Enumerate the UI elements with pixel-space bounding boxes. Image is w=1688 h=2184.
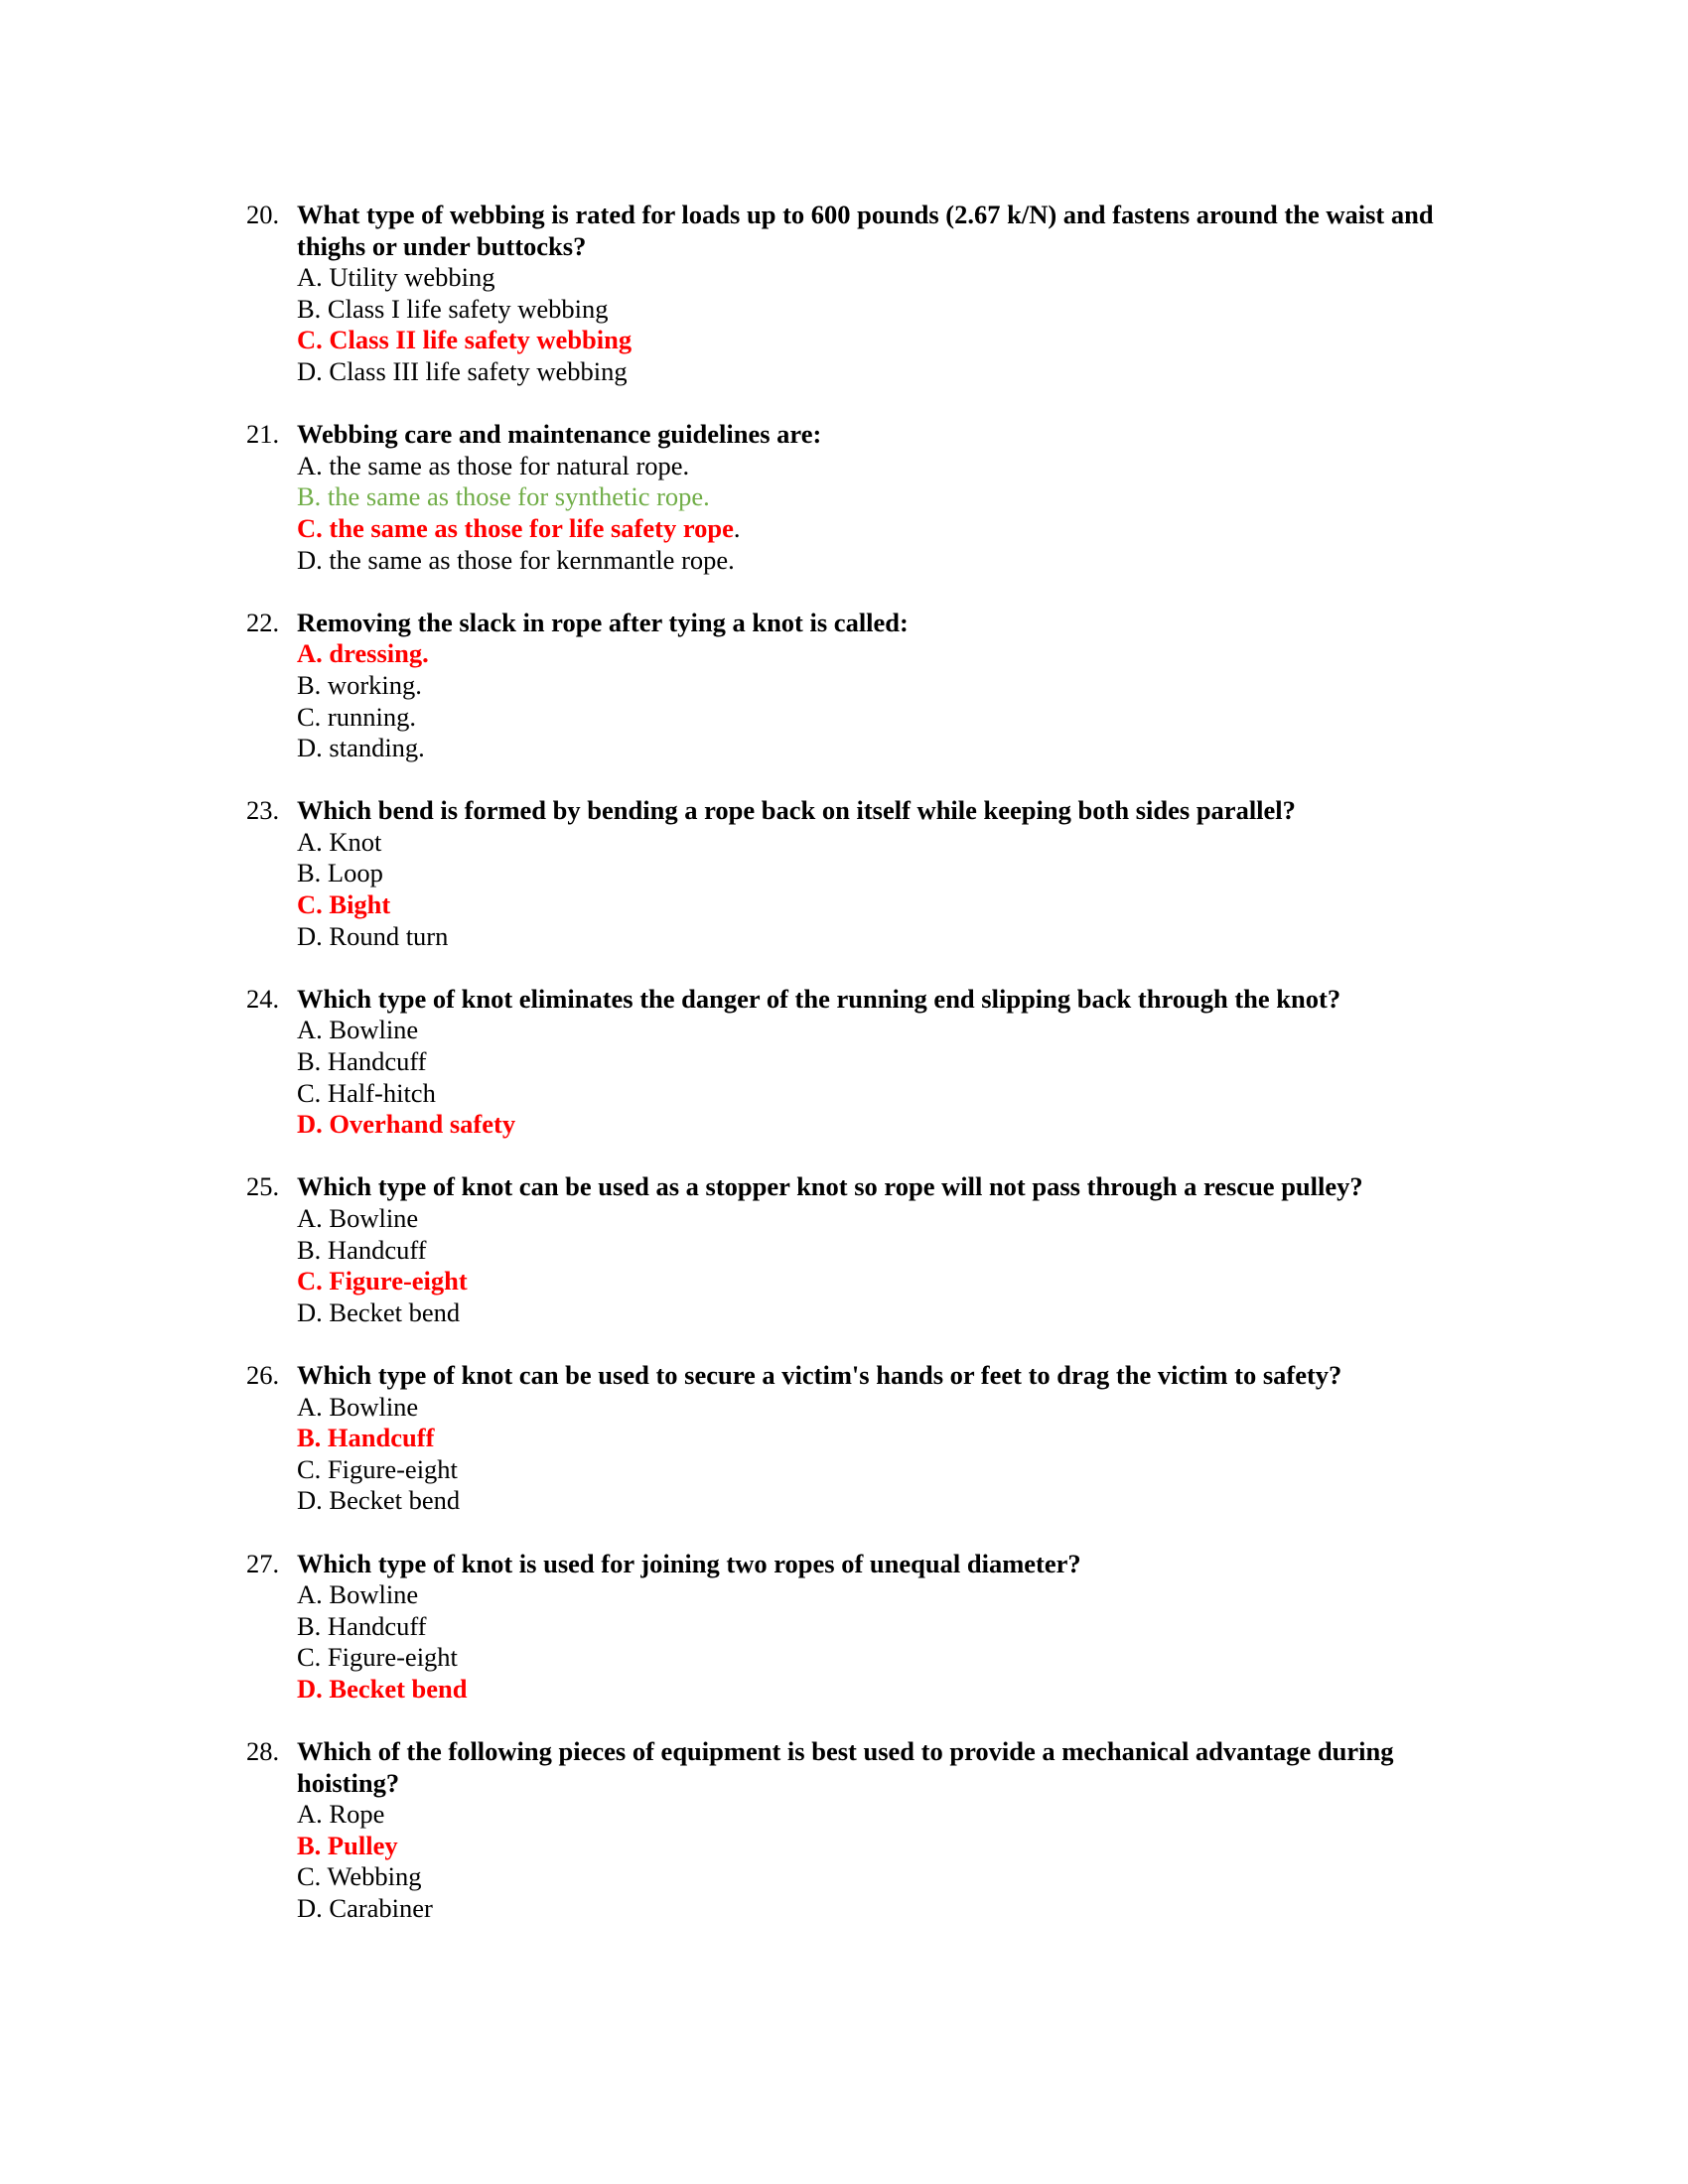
option-c: C. Figure-eight [297, 1453, 458, 1484]
question-number: 24. [246, 983, 280, 1014]
question-27 [246, 1549, 1438, 1706]
option-b-correct: B. Handcuff [297, 1423, 435, 1453]
question-number: 28. [246, 1736, 280, 1767]
option-a: A. Rope [297, 1799, 385, 1830]
question-text: Which type of knot can be used to secure a victim's hands or feet to drag the victim to safety? [297, 1359, 1342, 1390]
option-c-period: . [733, 512, 741, 543]
question-22 [246, 608, 1438, 764]
option-b: B. Class I life safety webbing [297, 293, 609, 324]
question-20 [246, 200, 1438, 388]
option-b-alternate: B. the same as those for synthetic rope. [297, 481, 710, 512]
question-text: Which type of knot can be used as a stopper knot so rope will not pass through a rescue pulley? [297, 1171, 1363, 1202]
question-text: Which type of knot eliminates the danger of the running end slipping back through the knot? [297, 983, 1341, 1014]
question-list [246, 200, 1438, 1956]
question-number: 20. [246, 200, 280, 229]
question-text: Removing the slack in rope after tying a knot is called: [297, 607, 909, 637]
question-number: 26. [246, 1359, 280, 1390]
option-c: C. Figure-eight [297, 1642, 458, 1673]
question-number: 23. [246, 795, 280, 826]
option-d: D. the same as those for kernmantle rope. [297, 544, 735, 575]
question-text: Which of the following pieces of equipment is best used to provide a mechanical advantage during hoisting? [297, 1736, 1394, 1798]
option-c-correct: C. Bight [297, 889, 391, 920]
option-a: A. Bowline [297, 1391, 419, 1422]
option-d: D. Round turn [297, 920, 449, 951]
option-c-correct: C. Class II life safety webbing [297, 325, 633, 355]
option-d: D. standing. [297, 733, 425, 763]
option-c-correct [297, 513, 1438, 545]
option-b-correct: B. Pulley [297, 1830, 398, 1860]
question-number: 25. [246, 1171, 280, 1202]
option-d-correct: D. Overhand safety [297, 1109, 516, 1140]
question-number: 27. [246, 1548, 280, 1578]
question-24 [246, 984, 1438, 1141]
option-b: B. Loop [297, 858, 383, 888]
question-21 [246, 419, 1438, 576]
option-a: A. Bowline [297, 1579, 419, 1610]
option-b: B. Handcuff [297, 1046, 427, 1077]
option-b: B. Handcuff [297, 1610, 427, 1641]
question-text: What type of webbing is rated for loads up to 600 pounds (2.67 k/N) and fastens around the waist and thighs or under buttocks? [297, 200, 1434, 261]
option-c-correct: C. Figure-eight [297, 1266, 468, 1297]
option-a-correct: A. dressing. [297, 638, 429, 669]
option-c-text: C. the same as those for life safety rope [297, 512, 734, 543]
option-a: A. Bowline [297, 1203, 419, 1233]
question-28 [246, 1736, 1438, 1925]
question-number: 22. [246, 607, 280, 637]
question-26 [246, 1360, 1438, 1517]
question-number: 21. [246, 419, 280, 450]
option-b: B. Handcuff [297, 1234, 427, 1265]
option-d: D. Carabiner [297, 1893, 433, 1924]
option-c: C. Webbing [297, 1861, 422, 1892]
option-d: D. Class III life safety webbing [297, 355, 628, 386]
option-a: A. the same as those for natural rope. [297, 450, 690, 480]
question-text: Which type of knot is used for joining two ropes of unequal diameter? [297, 1548, 1081, 1578]
option-d-correct: D. Becket bend [297, 1673, 468, 1704]
option-c: C. running. [297, 701, 416, 732]
question-text: Webbing care and maintenance guidelines are: [297, 419, 822, 450]
option-d: D. Becket bend [297, 1297, 461, 1327]
question-23 [246, 795, 1438, 952]
question-25 [246, 1171, 1438, 1328]
option-a: A. Knot [297, 826, 382, 857]
option-d: D. Becket bend [297, 1485, 461, 1516]
option-a: A. Utility webbing [297, 262, 495, 293]
question-text: Which bend is formed by bending a rope back on itself while keeping both sides parallel? [297, 795, 1296, 826]
option-b: B. working. [297, 669, 422, 700]
option-c: C. Half-hitch [297, 1077, 436, 1108]
option-a: A. Bowline [297, 1015, 419, 1045]
